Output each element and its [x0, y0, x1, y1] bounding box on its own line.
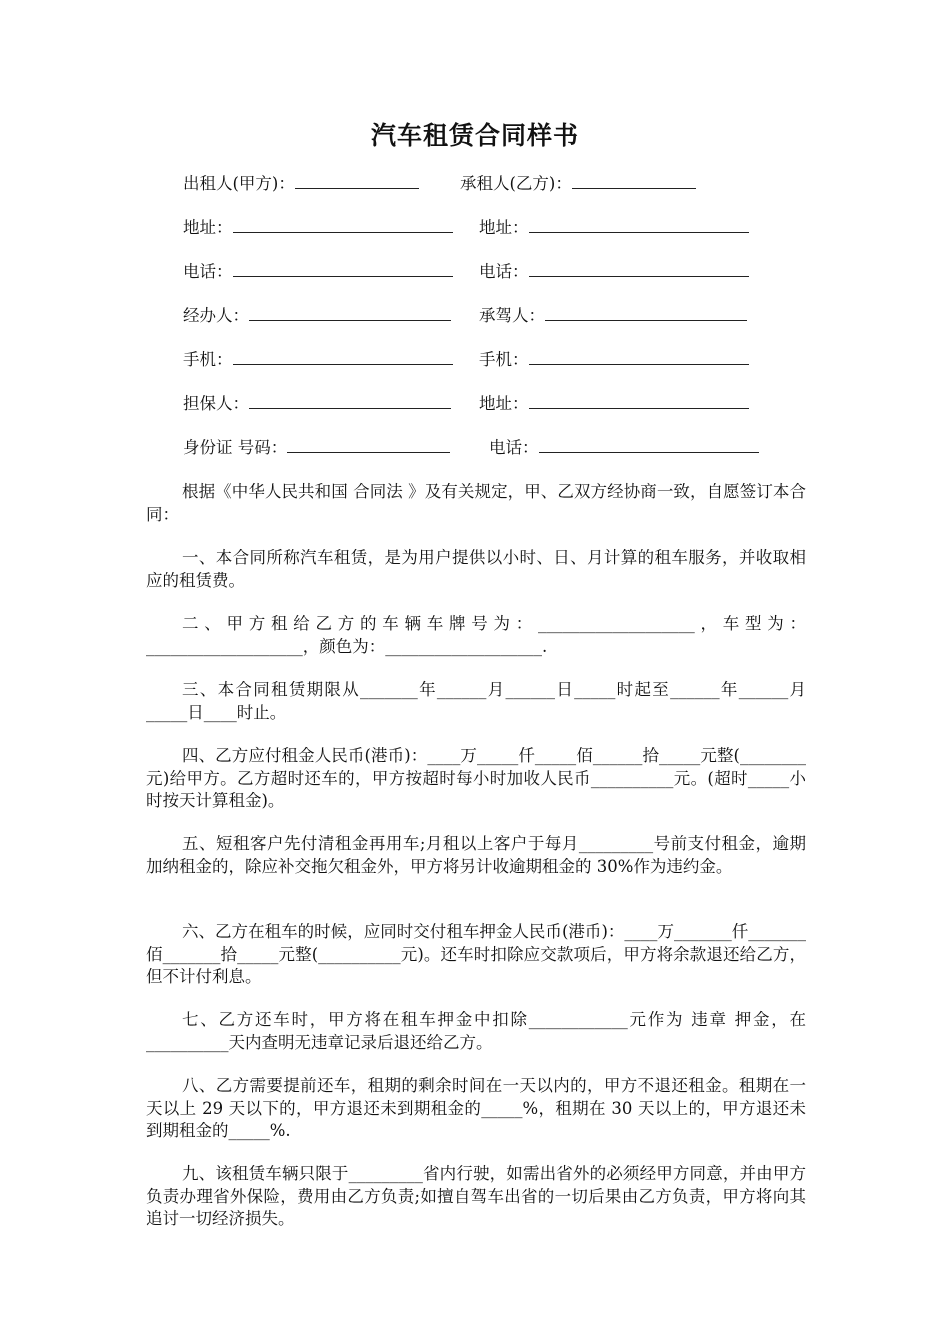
lessee-address-blank — [529, 215, 749, 233]
lessor-field — [183, 171, 419, 197]
handler-label: 经办人： — [183, 306, 249, 325]
lessor-mobile-blank — [233, 347, 453, 365]
id-number-field — [183, 435, 450, 461]
lessee-blank — [572, 171, 696, 189]
party-row-names — [0, 171, 950, 197]
party-row-mobile — [0, 347, 950, 373]
driver-label: 承驾人： — [479, 306, 545, 325]
lessor-phone-field — [183, 259, 453, 285]
handler-blank — [249, 303, 451, 321]
clause-3: 三、本合同租赁期限从_______年______月______日_____时起至______年______月_____日____时止。 — [146, 680, 806, 722]
guarantor-phone-label: 电话： — [489, 438, 539, 457]
lessee-field — [460, 171, 696, 197]
party-row-phone — [0, 259, 950, 285]
lessor-phone-blank — [233, 259, 453, 277]
lessor-address-field — [183, 215, 453, 241]
clause-8: 八、乙方需要提前还车，租期的剩余时间在一天以内的，甲方不退还租金。租期在一天以上 29 天以下的，甲方退还未到期租金的_____%，租期在 30 天以上的，甲方退还未到期租金的_____%. — [146, 1076, 806, 1140]
guarantor-phone-field — [489, 435, 759, 461]
party-row-id — [0, 435, 950, 461]
lessee-phone-field — [479, 259, 749, 285]
lessor-phone-label: 电话： — [183, 262, 233, 281]
lessee-mobile-field — [479, 347, 749, 373]
guarantor-blank — [249, 391, 451, 409]
guarantor-label: 担保人： — [183, 394, 249, 413]
clause-6: 六、乙方在租车的时候，应同时交付租车押金人民币(港币)：____万_______仟_______佰_______拾_____元整(__________元)。还车时扣除应交款项后，甲方将余款退还给乙方，但不计付利息。 — [146, 922, 806, 986]
lessor-mobile-label: 手机： — [183, 350, 233, 369]
lessee-phone-blank — [529, 259, 749, 277]
lessor-mobile-field — [183, 347, 453, 373]
lessor-blank — [295, 171, 419, 189]
lessor-address-blank — [233, 215, 453, 233]
guarantor-phone-blank — [539, 435, 759, 453]
page-title: 汽车租赁合同样书 — [370, 121, 579, 150]
id-number-blank — [287, 435, 450, 453]
handler-field — [183, 303, 451, 329]
party-row-handler — [0, 303, 950, 329]
clause-7: 七、乙方还车时，甲方将在租车押金中扣除____________元作为 违章 押金，在__________天内查明无违章记录后退还给乙方。 — [146, 1010, 806, 1052]
lessee-phone-label: 电话： — [479, 262, 529, 281]
party-row-address — [0, 215, 950, 241]
id-number-label: 身份证 号码： — [183, 438, 288, 457]
clause-9: 九、该租赁车辆只限于_________省内行驶，如需出省外的必须经甲方同意，并由甲方负责办理省外保险，费用由乙方负责;如擅自驾车出省的一切后果由乙方负责，甲方将向其追讨一切经济损失。 — [146, 1164, 806, 1228]
driver-blank — [545, 303, 747, 321]
guarantor-field — [183, 391, 451, 417]
guarantor-address-field — [479, 391, 749, 417]
party-row-guarantor — [0, 391, 950, 417]
lessee-mobile-blank — [529, 347, 749, 365]
lessor-label: 出租人(甲方)： — [183, 174, 295, 193]
lessee-mobile-label: 手机： — [479, 350, 529, 369]
clause-5: 五、短租客户先付清租金再用车;月租以上客户于每月_________号前支付租金，逾期加纳租金的，除应补交拖欠租金外，甲方将另计收逾期租金的 30%作为违约金。 — [146, 834, 806, 876]
lessee-address-field — [479, 215, 749, 241]
lessor-address-label: 地址： — [183, 218, 233, 237]
lessee-label: 承租人(乙方)： — [460, 174, 572, 193]
clause-4: 四、乙方应付租金人民币(港币)：____万_____仟_____佰______拾_____元整(________元)给甲方。乙方超时还车的，甲方按超时每小时加收人民币__________元。(超时_____小时按天计算租金)。 — [146, 746, 806, 810]
clause-2: 二、甲方租给乙方的车辆车牌号为：___________________，车型为：___________________，颜色为：___________________. — [146, 614, 806, 656]
guarantor-address-blank — [529, 391, 749, 409]
clause-1: 一、本合同所称汽车租赁，是为用户提供以小时、日、月计算的租车服务，并收取相应的租赁费。 — [146, 548, 806, 590]
guarantor-address-label: 地址： — [479, 394, 529, 413]
lessee-address-label: 地址： — [479, 218, 529, 237]
clause-intro: 根据《中华人民共和国 合同法 》及有关规定，甲、乙双方经协商一致，自愿签订本合同： — [146, 482, 806, 524]
driver-field — [479, 303, 747, 329]
